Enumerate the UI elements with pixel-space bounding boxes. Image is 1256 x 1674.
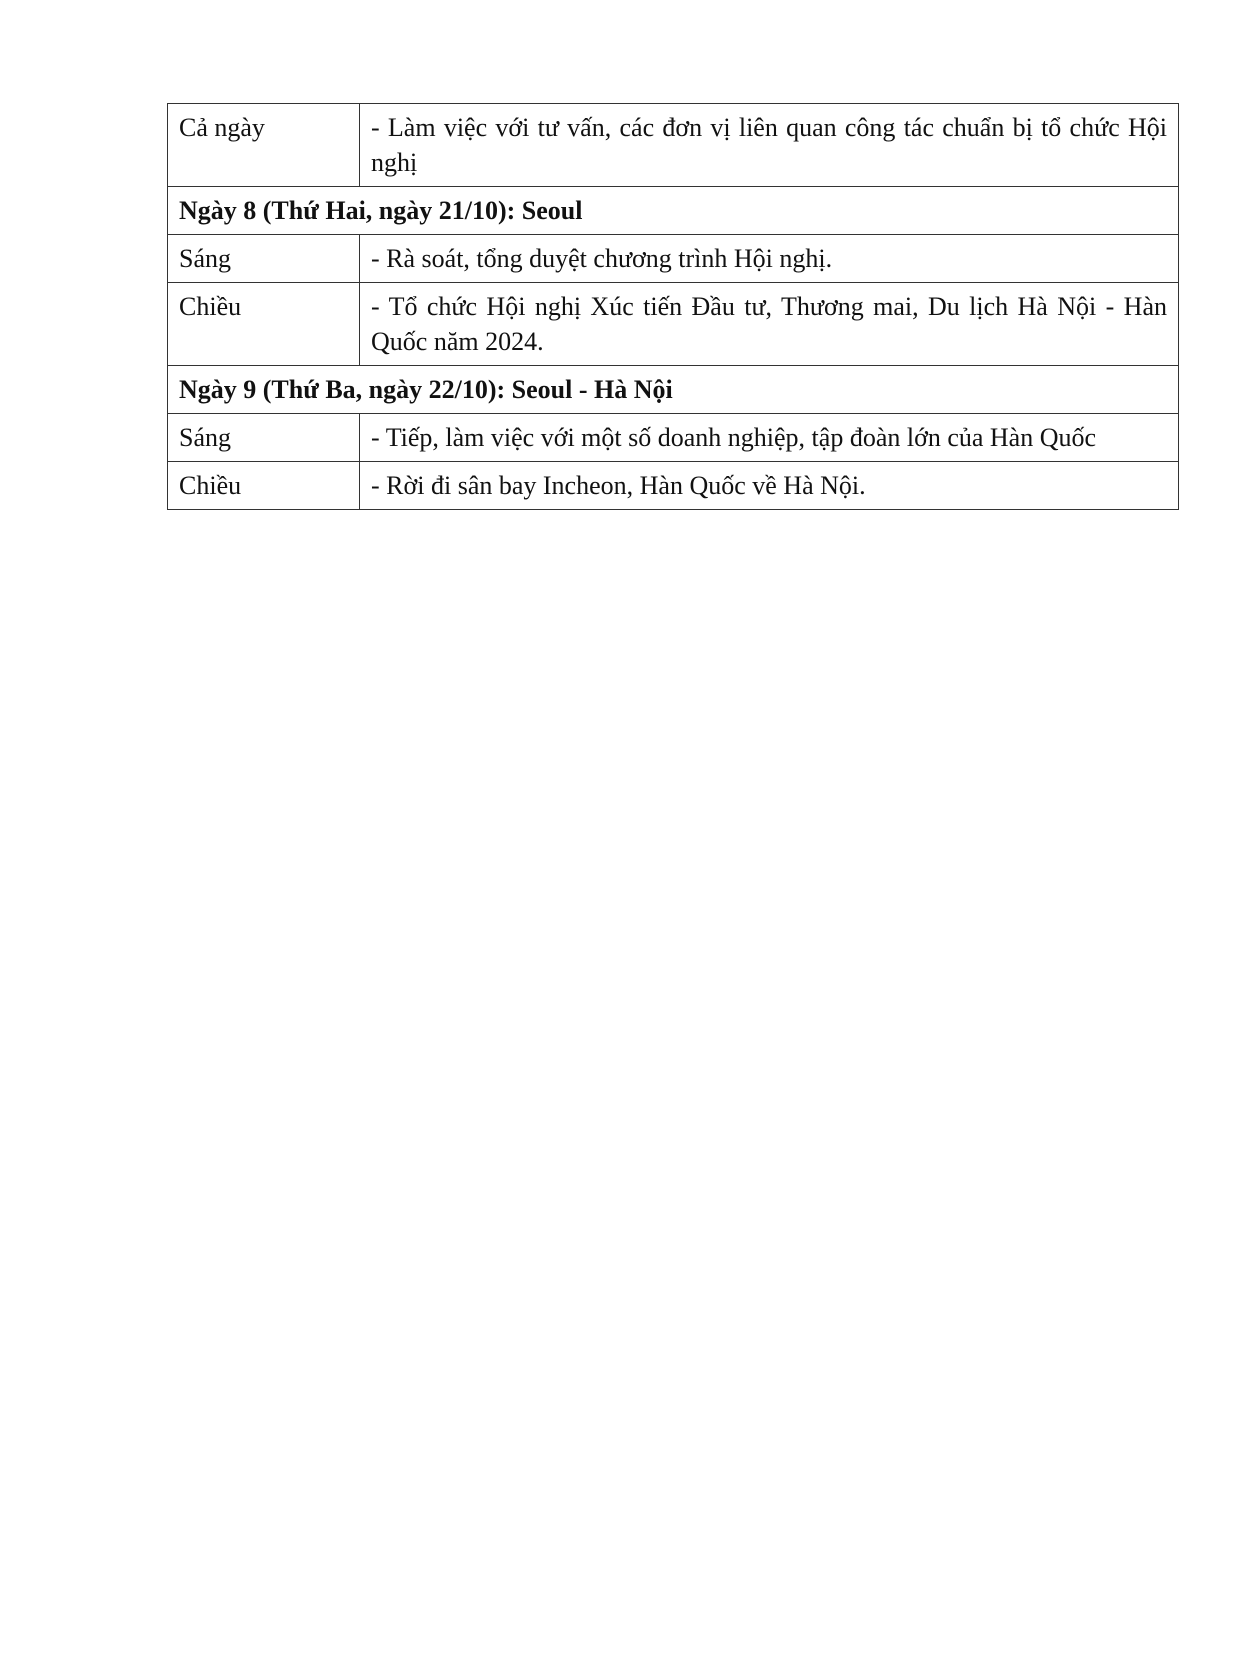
schedule-row	[168, 414, 1179, 462]
time-cell: Sáng	[168, 414, 360, 462]
time-cell: Chiều	[168, 462, 360, 510]
activity-cell: - Làm việc với tư vấn, các đơn vị liên quan công tác chuẩn bị tổ chức Hội nghị	[360, 104, 1179, 187]
day-header-row	[168, 187, 1179, 235]
day-header: Ngày 8 (Thứ Hai, ngày 21/10): Seoul	[168, 187, 1179, 235]
activity-cell: - Rà soát, tổng duyệt chương trình Hội nghị.	[360, 235, 1179, 283]
activity-cell: - Rời đi sân bay Incheon, Hàn Quốc về Hà Nội.	[360, 462, 1179, 510]
schedule-table	[167, 103, 1179, 510]
activity-cell: - Tiếp, làm việc với một số doanh nghiệp, tập đoàn lớn của Hàn Quốc	[360, 414, 1179, 462]
schedule-row	[168, 235, 1179, 283]
day-header-row	[168, 366, 1179, 414]
schedule-row	[168, 462, 1179, 510]
time-cell: Sáng	[168, 235, 360, 283]
time-cell: Chiều	[168, 283, 360, 366]
schedule-row	[168, 104, 1179, 187]
schedule-row	[168, 283, 1179, 366]
activity-cell: - Tổ chức Hội nghị Xúc tiến Đầu tư, Thương mai, Du lịch Hà Nội - Hàn Quốc năm 2024.	[360, 283, 1179, 366]
day-header: Ngày 9 (Thứ Ba, ngày 22/10): Seoul - Hà Nội	[168, 366, 1179, 414]
time-cell: Cả ngày	[168, 104, 360, 187]
